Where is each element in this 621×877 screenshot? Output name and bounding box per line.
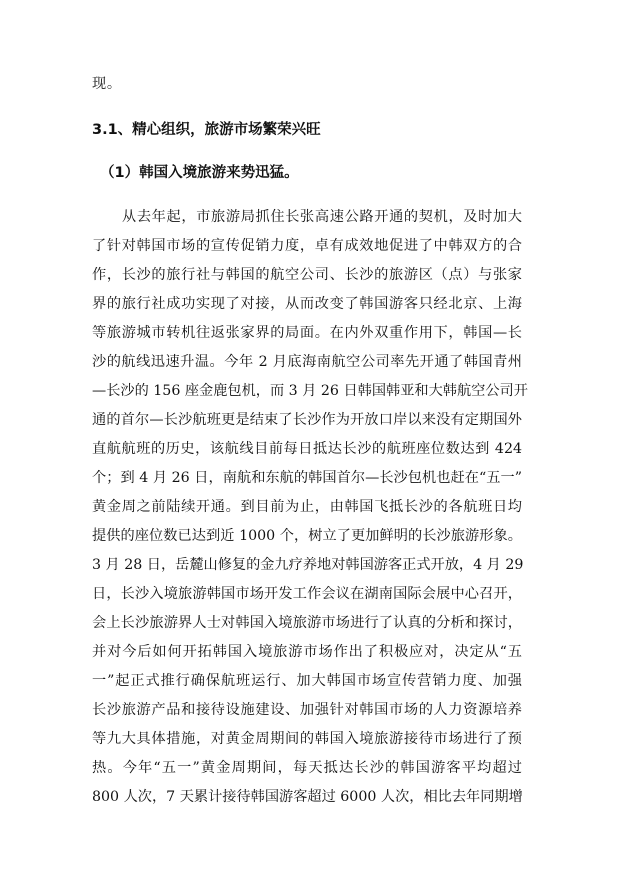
paragraph-line: 等旅游城市转机往返张家界的局面。在内外双重作用下，韩国—长 bbox=[92, 325, 522, 341]
paragraph-line: 从去年起，市旅游局抓住长张高速公路开通的契机，及时加大 bbox=[122, 209, 522, 225]
paragraph-line: 日，长沙入境旅游韩国市场开发工作会议在湖南国际会展中心召开， bbox=[92, 586, 522, 602]
paragraph-line: 3 月 28 日，岳麓山修复的金九疗养地对韩国游客正式开放，4 月 29 bbox=[92, 557, 524, 573]
paragraph-line: 等九大具体措施，对黄金周期间的韩国入境旅游接待市场进行了预 bbox=[92, 731, 522, 747]
paragraph-line: 个；到 4 月 26 日，南航和东航的韩国首尔—长沙包机也赶在“五一” bbox=[92, 470, 522, 486]
paragraph-line: 并对今后如何开拓韩国入境旅游市场作出了积极应对，决定从“五 bbox=[92, 644, 522, 660]
paragraph-line: —长沙的 156 座金鹿包机，而 3 月 26 日韩国韩亚和大韩航空公司开 bbox=[92, 383, 528, 399]
section-heading: 3.1、精心组织，旅游市场繁荣兴旺 bbox=[92, 122, 321, 138]
paragraph-line: 通的首尔—长沙航班更是结束了长沙作为开放口岸以来没有定期国外 bbox=[92, 412, 522, 428]
paragraph-line: 沙的航线迅速升温。今年 2 月底海南航空公司率先开通了韩国青州 bbox=[92, 354, 522, 370]
paragraph-line: 作，长沙的旅行社与韩国的航空公司、长沙的旅游区（点）与张家 bbox=[92, 267, 522, 283]
paragraph-line: 一”起正式推行确保航班运行、加大韩国市场宣传营销力度、加强 bbox=[92, 673, 522, 689]
paragraph-line: 黄金周之前陆续开通。到目前为止，由韩国飞抵长沙的各航班日均 bbox=[92, 499, 522, 515]
continuation-text: 现。 bbox=[92, 76, 122, 92]
paragraph-line: 提供的座位数已达到近 1000 个，树立了更加鲜明的长沙旅游形象。 bbox=[92, 528, 522, 544]
paragraph-line: 热。今年“五一”黄金周期间，每天抵达长沙的韩国游客平均超过 bbox=[92, 760, 522, 776]
paragraph-line: 会上长沙旅游界人士对韩国入境旅游市场进行了认真的分析和探讨， bbox=[92, 615, 522, 631]
paragraph-line: 了针对韩国市场的宣传促销力度，卓有成效地促进了中韩双方的合 bbox=[92, 238, 522, 254]
paragraph-line: 界的旅行社成功实现了对接，从而改变了韩国游客只经北京、上海 bbox=[92, 296, 522, 312]
paragraph-line: 直航航班的历史，该航线目前每日抵达长沙的航班座位数达到 424 bbox=[92, 441, 522, 457]
paragraph-line: 800 人次，7 天累计接待韩国游客超过 6000 人次，相比去年同期增 bbox=[92, 789, 523, 805]
paragraph-line: 长沙旅游产品和接待设施建设、加强针对韩国市场的人力资源培养 bbox=[92, 702, 522, 718]
subheading: （1）韩国入境旅游来势迅猛。 bbox=[100, 165, 299, 181]
